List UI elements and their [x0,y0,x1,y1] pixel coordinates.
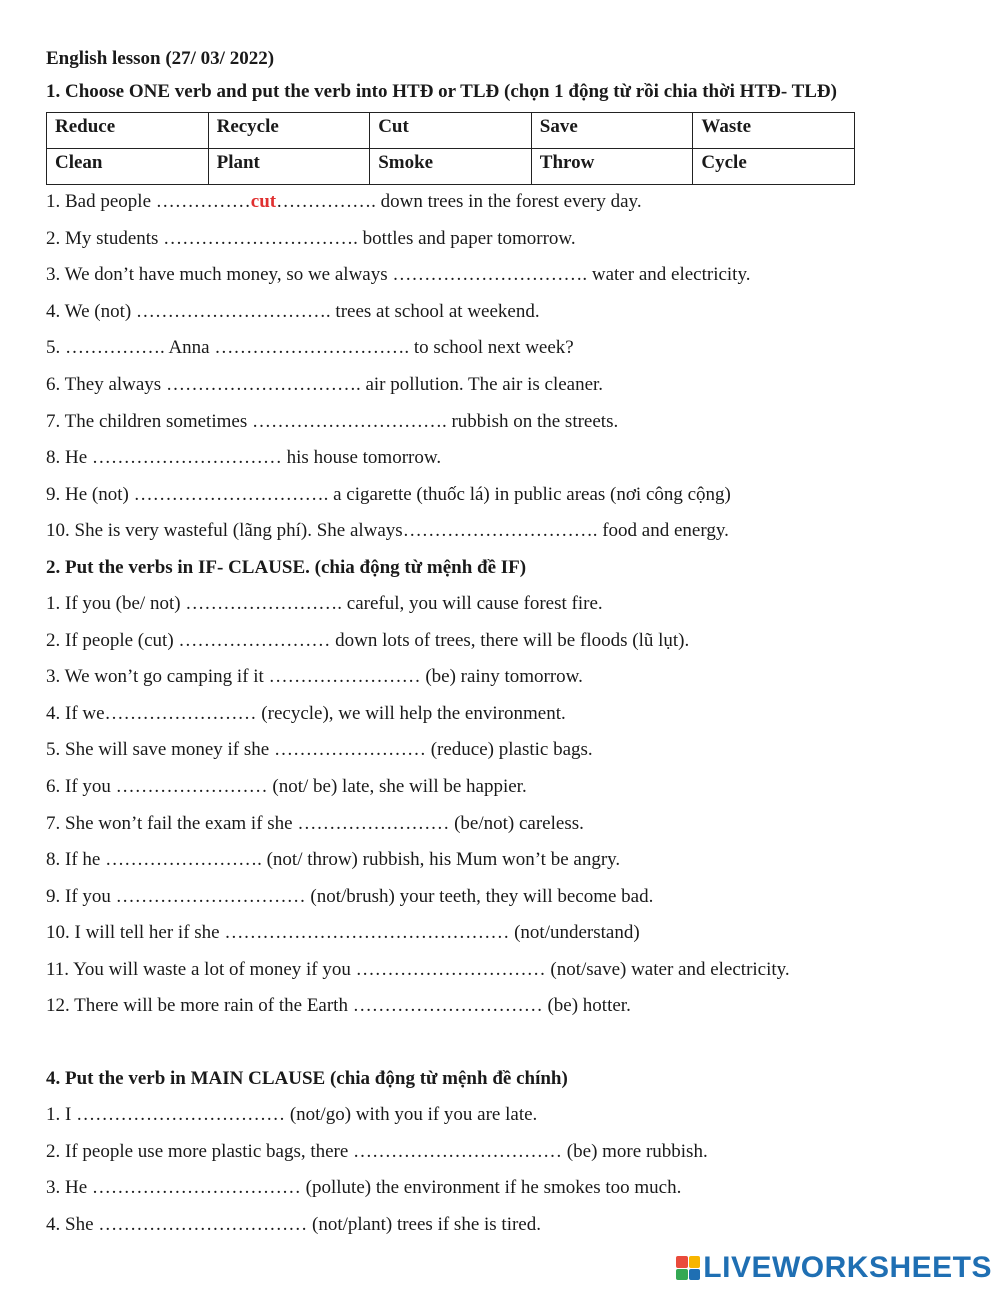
logo-square [676,1256,688,1268]
verb-cell: Cycle [693,149,855,185]
exercise-2-item: 3. We won’t go camping if it …………………… (be) rainy tomorrow. [46,666,583,688]
exercise-1-item: 3. We don’t have much money, so we always …………………………. water and electricity. [46,264,751,286]
verb-table-row [47,113,855,149]
section-spacer [46,1025,966,1061]
exercise-2-item: 2. If people (cut) …………………… down lots of trees, there will be floods (lũ lụt). [46,629,690,651]
worksheet-page [46,44,966,1243]
exercise-2-item: 12. There will be more rain of the Earth ………………………… (be) hotter. [46,995,631,1017]
logo-square [676,1269,688,1281]
exercise-1-item-example: 1. Bad people ……………cut……………. down trees in the forest every day. [46,191,642,212]
exercise-2-item: 7. She won’t fail the exam if she …………………… (be/not) careless. [46,812,584,834]
section-4-heading: 4. Put the verb in MAIN CLAUSE (chia động từ mệnh đề chính) [46,1068,568,1090]
logo-square [689,1256,701,1268]
logo-square [689,1269,701,1281]
exercise-2-item: 11. You will waste a lot of money if you ………………………… (not/save) water and electricity. [46,958,790,980]
answer-field[interactable]: cut [250,191,277,212]
exercise-2-item: 5. She will save money if she …………………… (reduce) plastic bags. [46,739,593,761]
verb-cell: Throw [531,149,693,185]
exercise-1-item: 9. He (not) …………………………. a cigarette (thuốc lá) in public areas (nơi công cộng) [46,483,731,505]
exercise-1-item: 7. The children sometimes …………………………. rubbish on the streets. [46,410,619,432]
exercise-2-item: 8. If he ……………………. (not/ throw) rubbish, his Mum won’t be angry. [46,849,621,871]
exercise-1-item: 10. She is very wasteful (lãng phí). She always…………………………. food and energy. [46,520,729,542]
exercise-1-item: 8. He ………………………… his house tomorrow. [46,447,442,469]
exercise-4-item: 1. I …………………………… (not/go) with you if you are late. [46,1104,538,1126]
lesson-title: English lesson (27/ 03/ 2022) [46,48,275,69]
section-2-heading: 2. Put the verbs in IF- CLAUSE. (chia động từ mệnh đề IF) [46,556,527,578]
liveworksheets-logo [676,1251,992,1285]
exercise-1-item: 5. ……………. Anna …………………………. to school next week? [46,337,574,359]
verb-cell: Reduce [47,113,209,149]
exercise-4-item: 2. If people use more plastic bags, there …………………………… (be) more rubbish. [46,1140,708,1162]
verb-cell: Recycle [208,113,370,149]
verb-cell: Waste [693,113,855,149]
verb-cell: Cut [370,113,532,149]
verb-cell: Save [531,113,693,149]
exercise-2-item: 1. If you (be/ not) ……………………. careful, you will cause forest fire. [46,592,603,614]
exercise-4-item: 3. He …………………………… (pollute) the environment if he smokes too much. [46,1177,682,1199]
exercise-4-item: 4. She …………………………… (not/plant) trees if she is tired. [46,1213,541,1235]
exercise-2-item: 4. If we…………………… (recycle), we will help the environment. [46,702,566,724]
verb-cell: Plant [208,149,370,185]
exercise-1-item: 4. We (not) …………………………. trees at school at weekend. [46,300,540,322]
section-1-heading: 1. Choose ONE verb and put the verb into HTĐ or TLĐ (chọn 1 động từ rồi chia thời HTĐ- TLĐ) [46,81,837,102]
verb-table [46,112,855,185]
verb-table-row [47,149,855,185]
exercise-2-item: 6. If you …………………… (not/ be) late, she will be happier. [46,775,527,797]
verb-cell: Smoke [370,149,532,185]
verb-cell: Clean [47,149,209,185]
exercise-2-item: 9. If you ………………………… (not/brush) your teeth, they will become bad. [46,885,654,907]
logo-mark-icon [676,1256,700,1280]
logo-text: LIVEWORKSHEETS [703,1251,992,1284]
exercise-1-item: 6. They always …………………………. air pollution. The air is cleaner. [46,373,604,395]
exercise-2-item: 10. I will tell her if she ……………………………………… (not/understand) [46,922,640,944]
exercise-1-item: 2. My students …………………………. bottles and paper tomorrow. [46,227,576,249]
